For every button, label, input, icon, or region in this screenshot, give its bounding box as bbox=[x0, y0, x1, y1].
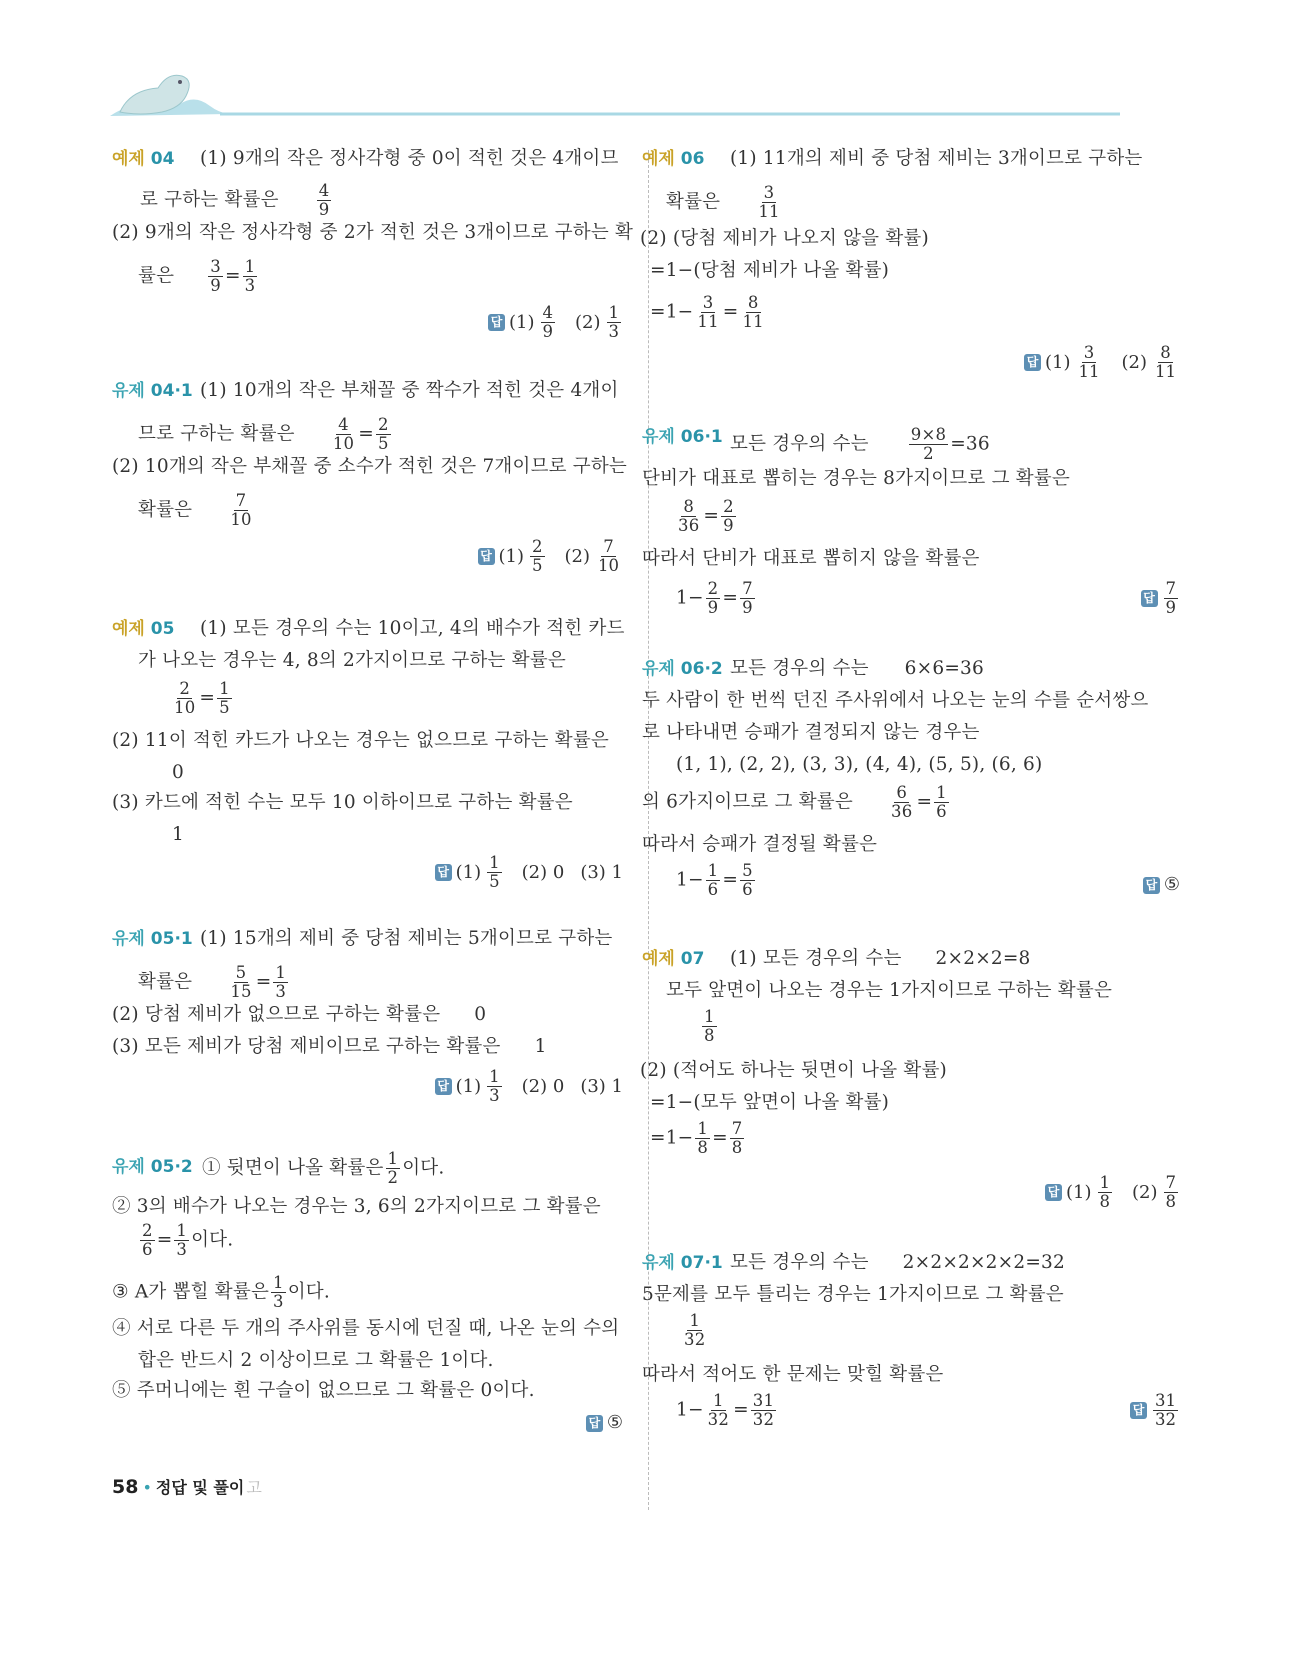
example-label: 예제 07 bbox=[642, 949, 705, 969]
seal-eye bbox=[178, 80, 182, 84]
fraction: $\frac{8}{36}$ bbox=[678, 497, 700, 535]
text-line: 모두 앞면이 나오는 경우는 1가지이므로 구하는 확률은 bbox=[666, 980, 1113, 1001]
text-line: (2) 당첨 제비가 없으므로 구하는 확률은 0 bbox=[112, 1004, 487, 1025]
answer-icon: 답 bbox=[478, 548, 495, 565]
text-line: 로 나타내면 승패가 결정되지 않는 경우는 bbox=[642, 722, 980, 743]
header-seal-wave-decoration bbox=[110, 68, 1180, 126]
text-line: 1− $\frac{1}{32}$ = $\frac{31}{32}$ bbox=[676, 1391, 775, 1429]
text-line: (2) (당첨 제비가 나오지 않을 확률) bbox=[640, 228, 929, 249]
fraction: $\frac{1}{3}$ bbox=[275, 963, 287, 1001]
text-line: ③ A가 뽑힐 확률은 $\frac{1}{3}$ 이다. bbox=[112, 1273, 330, 1311]
answer-icon: 답 bbox=[488, 314, 505, 331]
text-line: (1) 10개의 작은 부채꼴 중 짝수가 적힌 것은 4개이 bbox=[200, 380, 619, 401]
fraction: $\frac{3}{9}$ bbox=[210, 257, 221, 295]
example-label: 예제 06 bbox=[642, 149, 705, 169]
page-footer bbox=[112, 1475, 262, 1498]
fraction: $\frac{1}{8}$ bbox=[704, 1007, 715, 1045]
text-line: (3) 카드에 적힌 수는 모두 10 이하이므로 구하는 확률은 bbox=[112, 792, 573, 813]
text-line: 모든 경우의 수는 $\frac{9\times 8}{2}$ =36 bbox=[730, 425, 990, 463]
answer-row: 답 ⑤ bbox=[586, 1412, 623, 1434]
text-line bbox=[680, 1312, 709, 1349]
fraction: $\frac{1}{3}$ bbox=[244, 257, 256, 295]
text-line: 확률은 $\frac{3}{11}$ bbox=[666, 183, 780, 221]
text-line: 1− $\frac{1}{6}$ = $\frac{5}{6}$ bbox=[676, 861, 753, 899]
text-line: 따라서 승패가 결정될 확률은 bbox=[642, 834, 878, 855]
answer-icon: 답 bbox=[435, 864, 452, 881]
fraction: $\frac{7}{10}$ bbox=[598, 537, 619, 575]
fraction: $\frac{1}{8}$ bbox=[697, 1119, 709, 1157]
text-line: $\frac{2}{10}$ = $\frac{1}{5}$ bbox=[174, 679, 230, 717]
exercise-label: 유제 05·1 bbox=[112, 929, 193, 949]
text-line: (1) 9개의 작은 정사각형 중 0이 적힌 것은 4개이므 bbox=[200, 148, 619, 169]
text-line: 의 6가지이므로 그 확률은 $\frac{6}{36}$ = $\frac{1}{6}$ bbox=[642, 783, 947, 821]
answer-row: 답 ⑤ bbox=[1143, 874, 1180, 896]
text-line: 가 나오는 경우는 4, 8의 2가지이므로 구하는 확률은 bbox=[138, 650, 566, 671]
fraction: $\frac{4}{10}$ bbox=[332, 415, 355, 453]
answer-icon: 답 bbox=[1045, 1184, 1062, 1201]
text-line: 모든 경우의 수는 2×2×2×2×2=32 bbox=[730, 1252, 1065, 1273]
fraction: $\frac{2}{5}$ bbox=[532, 537, 543, 575]
fraction: $\frac{7}{9}$ bbox=[1165, 579, 1176, 617]
fraction: $\frac{3}{11}$ bbox=[697, 293, 719, 331]
fraction: $\frac{1}{8}$ bbox=[1099, 1173, 1110, 1211]
fraction: $\frac{2}{10}$ bbox=[174, 679, 196, 717]
text-line: 0 bbox=[172, 762, 184, 783]
fraction: $\frac{1}{5}$ bbox=[489, 853, 500, 891]
example-label: 예제 05 bbox=[112, 619, 175, 639]
fraction: $\frac{7}{8}$ bbox=[731, 1119, 743, 1157]
page-number: 58 bbox=[112, 1476, 139, 1498]
fraction: $\frac{9\times 8}{2}$ bbox=[910, 425, 947, 463]
answer-row: 답 (1) $\frac{3}{11}$ (2) $\frac{8}{11}$ bbox=[1024, 344, 1180, 381]
exercise-label: 유제 07·1 bbox=[642, 1253, 723, 1273]
text-line: 률은 $\frac{3}{9}$ = $\frac{1}{3}$ bbox=[138, 257, 256, 295]
answer-icon: 답 bbox=[1024, 354, 1041, 371]
answer-row bbox=[1130, 1392, 1180, 1429]
text-line: (1, 1), (2, 2), (3, 3), (4, 4), (5, 5), (6, 6) bbox=[676, 754, 1043, 775]
text-line: 로 구하는 확률은 $\frac{4}{9}$ bbox=[140, 181, 330, 219]
text-line: $\frac{8}{36}$ = $\frac{2}{9}$ bbox=[678, 497, 734, 535]
fraction: $\frac{5}{15}$ bbox=[230, 963, 252, 1001]
footer-watermark: 고 bbox=[246, 1478, 262, 1497]
text-line: =1− $\frac{1}{8}$ = $\frac{7}{8}$ bbox=[650, 1119, 743, 1157]
text-line: (1) 15개의 제비 중 당첨 제비는 5개이므로 구하는 bbox=[200, 928, 613, 949]
column-divider bbox=[648, 150, 649, 1510]
fraction: $\frac{4}{9}$ bbox=[542, 303, 553, 341]
answer-row bbox=[1141, 580, 1181, 617]
fraction: $\frac{1}{6}$ bbox=[707, 861, 719, 899]
text-line: 따라서 적어도 한 문제는 맞힐 확률은 bbox=[642, 1364, 944, 1385]
answer-row: 답 (1) $\frac{1}{5}$ (2) 0 (3) 1 bbox=[435, 854, 623, 891]
fraction: $\frac{4}{9}$ bbox=[318, 181, 330, 219]
fraction: $\frac{8}{11}$ bbox=[1155, 343, 1176, 381]
text-line: 확률은 $\frac{5}{15}$ = $\frac{1}{3}$ bbox=[138, 963, 287, 1001]
text-line: =1−(모두 앞면이 나올 확률) bbox=[650, 1092, 890, 1113]
fraction: $\frac{8}{11}$ bbox=[742, 293, 764, 331]
text-line: 모든 경우의 수는 6×6=36 bbox=[730, 658, 984, 679]
text-line: ⑤ 주머니에는 흰 구슬이 없으므로 그 확률은 0이다. bbox=[112, 1380, 535, 1401]
text-line: ② 3의 배수가 나오는 경우는 3, 6의 2가지이므로 그 확률은 bbox=[112, 1196, 601, 1217]
text-line: 5문제를 모두 틀리는 경우는 1가지이므로 그 확률은 bbox=[642, 1284, 1064, 1305]
fraction: $\frac{1}{3}$ bbox=[176, 1221, 188, 1259]
fraction: $\frac{2}{9}$ bbox=[707, 579, 719, 617]
answer-icon: 답 bbox=[1130, 1402, 1147, 1419]
fraction: $\frac{1}{32}$ bbox=[684, 1311, 706, 1349]
answer-row: 답 (1) $\frac{1}{8}$ (2) $\frac{7}{8}$ bbox=[1045, 1174, 1180, 1211]
exercise-label: 유제 05·2 bbox=[112, 1157, 193, 1177]
text-line: (2) 10개의 작은 부채꼴 중 소수가 적힌 것은 7개이므로 구하는 bbox=[112, 456, 628, 477]
text-line: =1−(당첨 제비가 나올 확률) bbox=[650, 260, 890, 281]
fraction: $\frac{7}{10}$ bbox=[230, 491, 252, 529]
text-line: 확률은 $\frac{7}{10}$ bbox=[138, 491, 252, 529]
text-line: ④ 서로 다른 두 개의 주사위를 동시에 던질 때, 나온 눈의 수의 bbox=[112, 1318, 620, 1339]
text-line: (1) 모든 경우의 수는 2×2×2=8 bbox=[730, 948, 1031, 969]
answer-row: 답 (1) $\frac{2}{5}$ (2) $\frac{7}{10}$ bbox=[478, 538, 624, 575]
text-line: (2) 11이 적힌 카드가 나오는 경우는 없으므로 구하는 확률은 bbox=[112, 730, 609, 751]
fraction: $\frac{1}{3}$ bbox=[489, 1067, 500, 1105]
exercise-label: 유제 06·2 bbox=[642, 659, 723, 679]
text-line: (2) (적어도 하나는 뒷면이 나올 확률) bbox=[640, 1060, 947, 1081]
example-label: 예제 04 bbox=[112, 149, 175, 169]
answer-icon: 답 bbox=[1141, 590, 1158, 607]
text-line: =1− $\frac{3}{11}$ = $\frac{8}{11}$ bbox=[650, 293, 764, 331]
text-line: 따라서 단비가 대표로 뽑히지 않을 확률은 bbox=[642, 548, 980, 569]
fraction: $\frac{2}{5}$ bbox=[377, 415, 389, 453]
fraction: $\frac{1}{3}$ bbox=[273, 1273, 284, 1311]
fraction: $\frac{5}{6}$ bbox=[742, 861, 753, 899]
fraction: $\frac{1}{3}$ bbox=[608, 303, 619, 341]
answer-icon: 답 bbox=[1143, 877, 1160, 894]
exercise-label: 유제 04·1 bbox=[112, 381, 193, 401]
text-line: 두 사람이 한 번씩 던진 주사위에서 나오는 눈의 수를 순서쌍으 bbox=[642, 690, 1149, 711]
exercise-label: 유제 06·1 bbox=[642, 427, 723, 447]
text-line: (1) 모든 경우의 수는 10이고, 4의 배수가 적힌 카드 bbox=[200, 618, 625, 639]
fraction: $\frac{2}{6}$ bbox=[142, 1221, 153, 1259]
fraction: $\frac{31}{32}$ bbox=[1155, 1391, 1176, 1429]
text-line bbox=[700, 1008, 719, 1045]
text-line: 1 bbox=[172, 824, 184, 845]
text-line: (2) 9개의 작은 정사각형 중 2가 적힌 것은 3개이므로 구하는 확 bbox=[112, 222, 634, 243]
footer-title: 정답 및 풀이 bbox=[155, 1478, 245, 1497]
fraction: $\frac{1}{5}$ bbox=[219, 679, 230, 717]
answer-row: 답 (1) $\frac{4}{9}$ (2) $\frac{1}{3}$ bbox=[488, 304, 623, 341]
text-line: ① 뒷면이 나올 확률은 $\frac{1}{2}$ 이다. bbox=[202, 1149, 445, 1187]
footer-separator: • bbox=[142, 1478, 152, 1497]
answer-row: 답 (1) $\frac{1}{3}$ (2) 0 (3) 1 bbox=[435, 1068, 623, 1105]
fraction: $\frac{2}{9}$ bbox=[723, 497, 734, 535]
text-line: 합은 반드시 2 이상이므로 그 확률은 1이다. bbox=[138, 1350, 494, 1371]
answer-icon: 답 bbox=[586, 1415, 603, 1432]
fraction: $\frac{6}{36}$ bbox=[891, 783, 913, 821]
fraction: $\frac{3}{11}$ bbox=[1078, 343, 1100, 381]
fraction: $\frac{1}{2}$ bbox=[387, 1149, 399, 1187]
text-line: 므로 구하는 확률은 $\frac{4}{10}$ = $\frac{2}{5}$ bbox=[138, 415, 389, 453]
fraction: $\frac{1}{32}$ bbox=[707, 1391, 730, 1429]
answer-icon: 답 bbox=[435, 1078, 452, 1095]
text-line: (3) 모든 제비가 당첨 제비이므로 구하는 확률은 1 bbox=[112, 1036, 547, 1057]
fraction: $\frac{1}{6}$ bbox=[936, 783, 947, 821]
fraction: $\frac{31}{32}$ bbox=[752, 1391, 775, 1429]
text-line: (1) 11개의 제비 중 당첨 제비는 3개이므로 구하는 bbox=[730, 148, 1143, 169]
fraction: $\frac{7}{8}$ bbox=[1165, 1173, 1176, 1211]
text-line: $\frac{2}{6}$ = $\frac{1}{3}$ 이다. bbox=[142, 1221, 234, 1259]
fraction: $\frac{7}{9}$ bbox=[742, 579, 753, 617]
text-line: 1− $\frac{2}{9}$ = $\frac{7}{9}$ bbox=[676, 579, 753, 617]
text-line: 단비가 대표로 뽑히는 경우는 8가지이므로 그 확률은 bbox=[642, 468, 1070, 489]
fraction: $\frac{3}{11}$ bbox=[758, 183, 780, 221]
